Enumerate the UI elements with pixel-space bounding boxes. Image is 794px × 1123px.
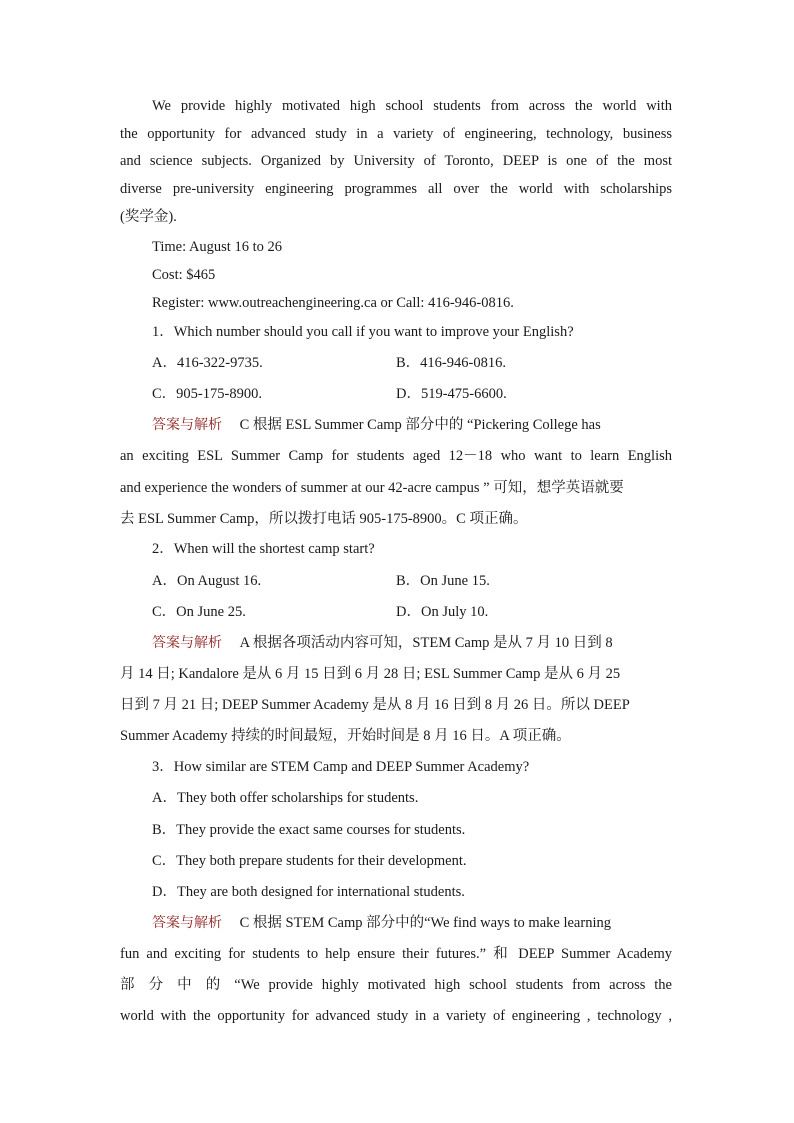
q3-analysis-line-1: [152, 913, 672, 933]
answer-label: 答案与解析: [152, 635, 222, 651]
passage-line-3: and science subjects. Organized by University of Toronto, DEEP is one of the most: [120, 153, 672, 169]
q2-option-c: C．On June 25.: [152, 604, 246, 620]
q3-analysis-line-2: fun and exciting for students to help ensure their futures.” 和 DEEP Summer Academy: [120, 946, 672, 962]
q1-option-a: A．416-322-9735.: [152, 355, 263, 371]
question-1: 1．Which number should you call if you want to improve your English?: [152, 324, 574, 340]
q3-analysis-line-3: 部 分 中 的 “We provide highly motivated high school students from across the: [120, 977, 672, 993]
q2-analysis-text-1: A 根据各项活动内容可知，STEM Camp 是从 7 月 10 日到 8: [239, 635, 613, 651]
q3-option-c: C．They both prepare students for their development.: [152, 853, 467, 869]
q2-option-d: D．On July 10.: [396, 604, 489, 620]
q1-analysis-line-3: and experience the wonders of summer at our 42-acre campus ” 可知，想学英语就要: [120, 480, 624, 496]
passage-register: Register: www.outreachengineering.ca or Call: 416-946-0816.: [152, 295, 514, 311]
q1-analysis-line-4: 去 ESL Summer Camp，所以拨打电话 905-175-8900。C 项正确。: [120, 511, 528, 527]
q1-option-b: B．416-946-0816.: [396, 355, 506, 371]
answer-label: 答案与解析: [152, 915, 222, 931]
passage-time: Time: August 16 to 26: [152, 239, 282, 255]
passage-line-4: diverse pre-university engineering programmes all over the world with scholarships: [120, 181, 672, 197]
q2-option-b: B．On June 15.: [396, 573, 490, 589]
q1-analysis-text-1: C 根据 ESL Summer Camp 部分中的 “Pickering College has: [239, 417, 601, 433]
q3-option-b: B．They provide the exact same courses for students.: [152, 822, 466, 838]
q1-option-d: D．519-475-6600.: [396, 386, 507, 402]
q2-analysis-line-3: 日到 7 月 21 日; DEEP Summer Academy 是从 8 月 16 日到 8 月 26 日。所以 DEEP: [120, 697, 630, 713]
q1-analysis-line-2: an exciting ESL Summer Camp for students aged 12－18 who want to learn English: [120, 448, 672, 464]
q3-analysis-text-1: C 根据 STEM Camp 部分中的“We find ways to make learning: [239, 915, 611, 931]
answer-label: 答案与解析: [152, 417, 222, 433]
q2-analysis-line-2: 月 14 日; Kandalore 是从 6 月 15 日到 6 月 28 日; ESL Summer Camp 是从 6 月 25: [120, 666, 621, 682]
passage-line-5: (奖学金).: [120, 209, 177, 225]
q2-analysis-line-1: [152, 633, 672, 653]
passage-line-2: the opportunity for advanced study in a variety of engineering, technology, business: [120, 126, 672, 142]
question-3: 3．How similar are STEM Camp and DEEP Summer Academy?: [152, 759, 530, 775]
q1-analysis-line-1: [152, 415, 672, 435]
q1-option-c: C．905-175-8900.: [152, 386, 262, 402]
question-2: 2．When will the shortest camp start?: [152, 541, 375, 557]
passage-line-1: We provide highly motivated high school students from across the world with: [152, 98, 672, 114]
q3-analysis-line-4: world with the opportunity for advanced study in a variety of engineering , technology ,: [120, 1008, 672, 1024]
q3-option-d: D．They are both designed for international students.: [152, 884, 465, 900]
q3-option-a: A．They both offer scholarships for students.: [152, 790, 419, 806]
q2-option-a: A．On August 16.: [152, 573, 262, 589]
q2-analysis-line-4: Summer Academy 持续的时间最短，开始时间是 8 月 16 日。A 项正确。: [120, 728, 571, 744]
passage-cost: Cost: $465: [152, 267, 216, 283]
